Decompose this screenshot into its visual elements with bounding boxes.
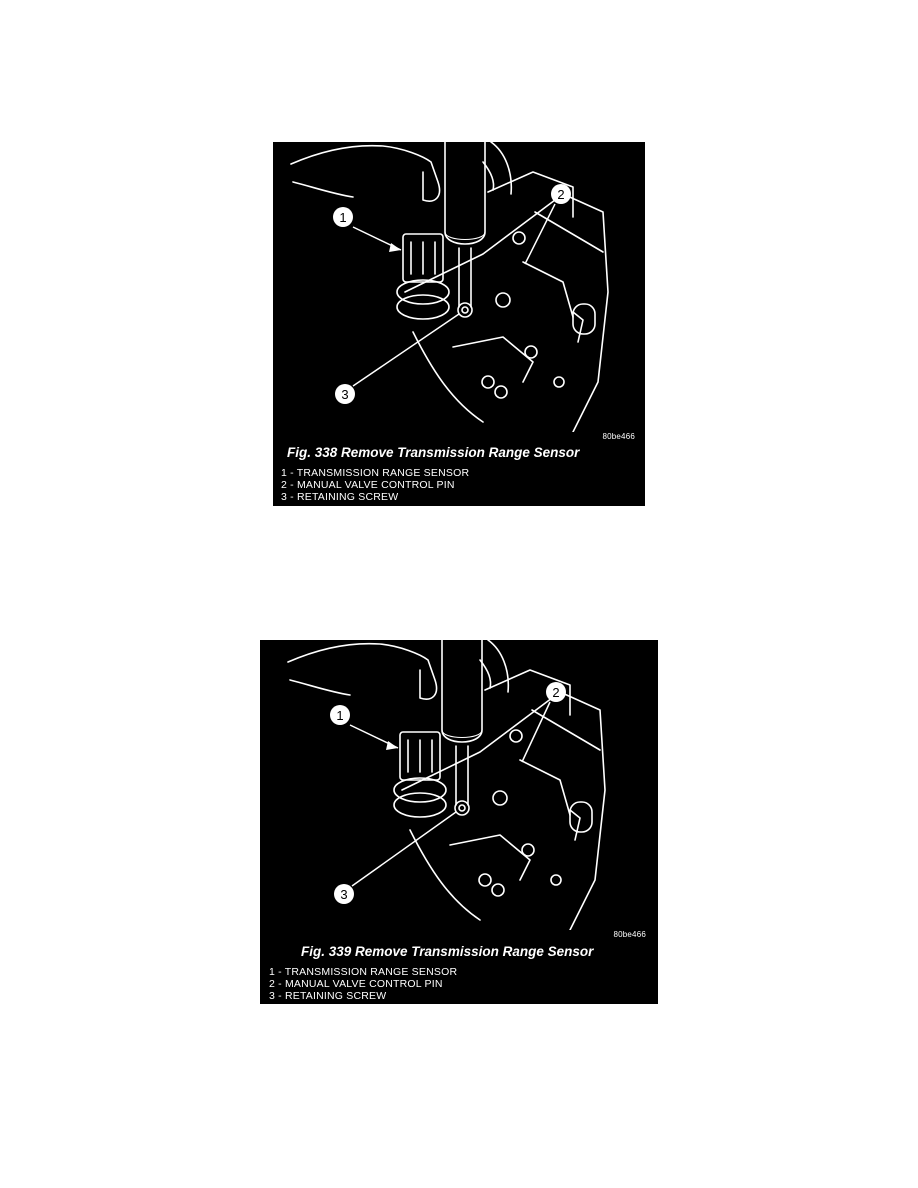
transmission-illustration bbox=[260, 640, 658, 930]
callout-1-label: 1 bbox=[339, 210, 347, 225]
callout-2-label: 2 bbox=[557, 187, 565, 202]
figure-code: 80be466 bbox=[602, 432, 635, 441]
callout-1-label: 1 bbox=[336, 708, 344, 723]
transmission-illustration bbox=[273, 142, 645, 432]
legend-item: 2 - MANUAL VALVE CONTROL PIN bbox=[281, 479, 455, 491]
legend-item: 1 - TRANSMISSION RANGE SENSOR bbox=[281, 467, 470, 479]
figure-339 bbox=[260, 640, 658, 1004]
figure-caption: Fig. 339 Remove Transmission Range Sensor bbox=[301, 944, 594, 959]
figure-caption: Fig. 338 Remove Transmission Range Sensor bbox=[287, 445, 580, 460]
legend-item: 2 - MANUAL VALVE CONTROL PIN bbox=[269, 978, 443, 990]
legend-item: 1 - TRANSMISSION RANGE SENSOR bbox=[269, 966, 458, 978]
legend-item: 3 - RETAINING SCREW bbox=[281, 491, 399, 503]
callout-2-label: 2 bbox=[552, 685, 560, 700]
figure-code: 80be466 bbox=[613, 930, 646, 939]
figure-legend bbox=[269, 966, 457, 1002]
callout-3-label: 3 bbox=[340, 887, 348, 902]
figure-legend bbox=[281, 467, 469, 503]
legend-item: 3 - RETAINING SCREW bbox=[269, 990, 387, 1002]
figure-338 bbox=[273, 142, 645, 506]
callout-3-label: 3 bbox=[341, 387, 349, 402]
